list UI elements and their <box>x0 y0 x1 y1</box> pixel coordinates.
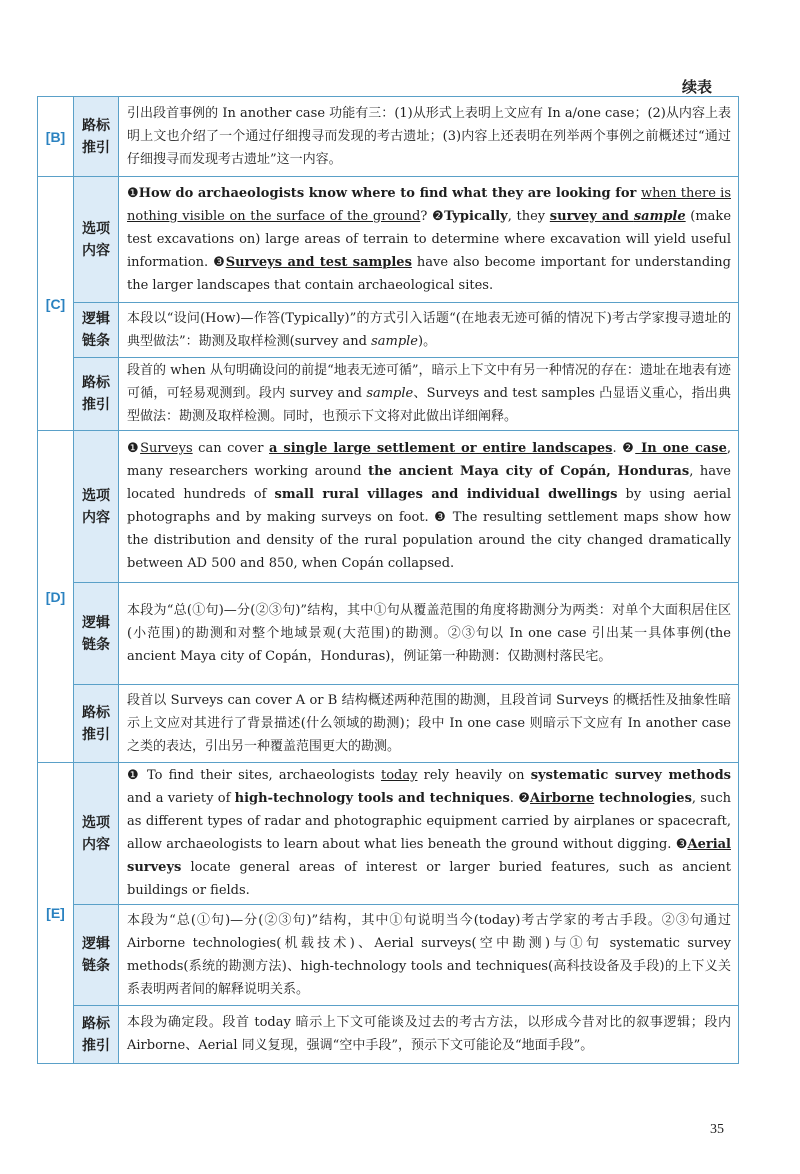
c-route-text <box>119 358 739 431</box>
sentence-marker-3: ❸ <box>213 254 226 270</box>
label-route <box>74 358 119 431</box>
label-line: 内容 <box>82 242 110 259</box>
underlined-span: today <box>380 768 418 783</box>
sentence-marker-3: ❸ <box>675 837 688 852</box>
text-span: )。 <box>418 333 437 349</box>
d-route-text: 段首以 Surveys can cover A or B 结构概述两种范围的勘测，且段首词 Surveys 的概括性及抽象性暗示上文应对其进行了背景描述(什么领域的勘测)；段中 In one case 则暗示下文应有 In another case 之类的表达，引出另一种覆盖范围更大的勘测。 <box>119 685 739 763</box>
label-logic <box>74 303 119 358</box>
label-line: 链条 <box>82 636 110 653</box>
bold-italic-span: sample <box>633 208 686 224</box>
text-span: and a variety of <box>127 791 235 806</box>
row-c-route <box>38 358 739 431</box>
sentence-marker-2: ❷ <box>431 208 445 224</box>
label-line: 选项 <box>82 220 110 237</box>
bold-span: small rural villages and individual dwellings <box>274 487 618 502</box>
text-span: The resulting settlement maps show how the distribution and density of the rural population around the city changed dramatically between AD 500 and 850, when Copán collapsed. <box>127 510 731 571</box>
label-line: 路标 <box>82 704 110 721</box>
bold-underlined-span: In one case <box>635 441 727 456</box>
label-line: 逻辑 <box>82 936 110 952</box>
row-e-logic <box>38 905 739 1006</box>
text-span: 、Surveys and test samples 凸显语义重心，指出典型做法：勘测及取样检测。同时，也预示下文将对此做出详细阐释。 <box>127 386 731 424</box>
sentence-marker-2: ❷ <box>622 441 636 456</box>
text-span: , such as different types of radar and photographic equipment carried by airplanes or spacecraft, allow archaeologists to learn about what lies beneath the ground without digging. <box>127 791 731 852</box>
row-d-options <box>38 431 739 583</box>
text-span: . <box>612 441 623 456</box>
section-tag-c: [C] <box>38 177 74 431</box>
text-span: locate general areas of interest or larger buried features, such as ancient buildings or fields. <box>127 860 731 898</box>
bold-underlined-span: Airborne <box>530 791 595 806</box>
sentence-marker-1: ❶ <box>127 185 139 201</box>
d-options-text <box>119 431 739 583</box>
text-span: , have located hundreds of <box>127 464 731 502</box>
c-logic-text <box>119 303 739 358</box>
text-span: by using aerial photographs and by making surveys on foot. <box>127 487 731 525</box>
underlined-span: Surveys <box>140 441 193 456</box>
row-c-options <box>38 177 739 303</box>
label-line: 内容 <box>82 836 110 853</box>
text-span: rely heavily on <box>417 768 531 783</box>
analysis-table <box>37 96 739 1064</box>
label-line: 路标 <box>82 117 110 134</box>
text-span: (make test excavations on) large areas of terrain to determine where excavation will yield useful information. <box>127 208 732 270</box>
text-span: . <box>509 791 519 806</box>
e-options-text <box>119 763 739 905</box>
label-line: 推引 <box>82 726 110 743</box>
bold-underlined-span: Aerial <box>687 837 731 852</box>
label-line: 链条 <box>82 958 110 974</box>
label-route <box>74 685 119 763</box>
section-tag-e: [E] <box>38 763 74 1064</box>
label-line: 推引 <box>82 139 110 156</box>
text-span: can cover <box>192 441 270 456</box>
row-d-logic <box>38 583 739 685</box>
row-b-route <box>38 97 739 177</box>
label-line: 推引 <box>82 1037 110 1054</box>
label-logic <box>74 583 119 685</box>
sentence-marker-2: ❷ <box>518 791 530 806</box>
bold-span: technologies <box>594 791 692 806</box>
text-span: To find their sites, archaeologists <box>140 768 381 783</box>
bold-span: the ancient Maya city of Copán, Honduras <box>368 464 690 479</box>
label-line: 路标 <box>82 375 110 391</box>
e-logic-text: 本段为“总(①句)—分(②③句)”结构，其中①句说明当今(today)考古学家的考古手段。②③句通过 Airborne technologies(机载技术)、Aerial surveys(空中勘测)与①句 systematic survey methods(系统的勘测方法)、high-technology tools and techniques(高科技设备及手段)的上下义关系表明两者间的解释说明关系。 <box>119 905 739 1006</box>
sentence-marker-1: ❶ <box>127 441 141 456</box>
label-line: 选项 <box>82 487 110 504</box>
italic-span: sample <box>366 386 414 401</box>
label-line: 选项 <box>82 814 110 831</box>
label-route <box>74 1006 119 1064</box>
text-span: , many researchers working around <box>127 441 732 479</box>
bold-span: systematic survey methods <box>530 768 732 783</box>
label-logic <box>74 905 119 1006</box>
row-e-route <box>38 1006 739 1064</box>
row-d-route <box>38 685 739 763</box>
bold-span: high-technology tools and techniques <box>234 791 510 806</box>
label-options <box>74 177 119 303</box>
continuation-label: 续表 <box>681 78 712 96</box>
sentence-marker-1: ❶ <box>127 768 141 783</box>
label-line: 路标 <box>82 1015 110 1032</box>
page-number: 35 <box>710 1122 724 1137</box>
row-c-logic <box>38 303 739 358</box>
bold-underlined-span: a single large settlement or entire landscapes <box>269 441 613 456</box>
label-line: 逻辑 <box>82 311 110 327</box>
label-line: 链条 <box>82 333 110 349</box>
bold-underlined-span: survey and <box>549 208 634 224</box>
text-span: 段首的 when 从句明确设问的前提“地表无迹可循”，暗示上下文中有另一种情况的存在：遗址在地表有迹可循，可轻易观测到。段内 survey and <box>127 363 731 401</box>
label-options <box>74 763 119 905</box>
e-route-text: 本段为确定段。段首 today 暗示上下文可能谈及过去的考古方法，以形成今昔对比的叙事逻辑；段内 Airborne、Aerial 同义复现，强调“空中手段”，预示下文可能论及“地面手段”。 <box>119 1006 739 1064</box>
d-logic-text: 本段为“总(①句)—分(②③句)”结构，其中①句从覆盖范围的角度将勘测分为两类：对单个大面积居住区(小范围)的勘测和对整个地域景观(大范围)的勘测。②③句以 In one case 引出某一具体事例(the ancient Maya city of Copán，Honduras)，例证第一种勘测：仅勘测村落民宅。 <box>119 583 739 685</box>
text-span: How do archaeologists know where to find what they are looking for <box>138 185 641 201</box>
underlined-span: when there is nothing visible on the surface of the ground <box>127 185 731 224</box>
text-span: have also become important for understanding the larger landscapes that contain archaeological sites. <box>127 254 731 293</box>
text-span: 本段以“设问(How)—作答(Typically)”的方式引入话题“(在地表无迹可循的情况下)考古学家搜寻遗址的典型做法”：勘测及取样检测(survey and <box>127 310 731 349</box>
row-e-options <box>38 763 739 905</box>
label-line: 逻辑 <box>82 614 110 631</box>
b-route-text: 引出段首事例的 In another case 功能有三：(1)从形式上表明上文应有 In a/one case；(2)从内容上表明上文也介绍了一个通过仔细搜寻而发现的考古遗址；(3)内容上还表明在列举两个事例之前概述过“通过仔细搜寻而发现考古遗址”这一内容。 <box>119 97 739 177</box>
label-line: 推引 <box>82 397 110 413</box>
bold-span: Typically <box>444 208 508 224</box>
sentence-marker-3: ❸ <box>434 510 448 525</box>
bold-underlined-span: Surveys and test samples <box>225 254 412 270</box>
text-span: ? <box>420 208 432 224</box>
label-route <box>74 97 119 177</box>
text-span: , they <box>507 208 550 224</box>
c-options-text <box>119 177 739 303</box>
section-tag-d: [D] <box>38 431 74 763</box>
label-line: 内容 <box>82 509 110 526</box>
italic-span: sample <box>371 333 418 349</box>
label-options <box>74 431 119 583</box>
bold-span: surveys <box>127 860 182 875</box>
section-tag-b: [B] <box>38 97 74 177</box>
